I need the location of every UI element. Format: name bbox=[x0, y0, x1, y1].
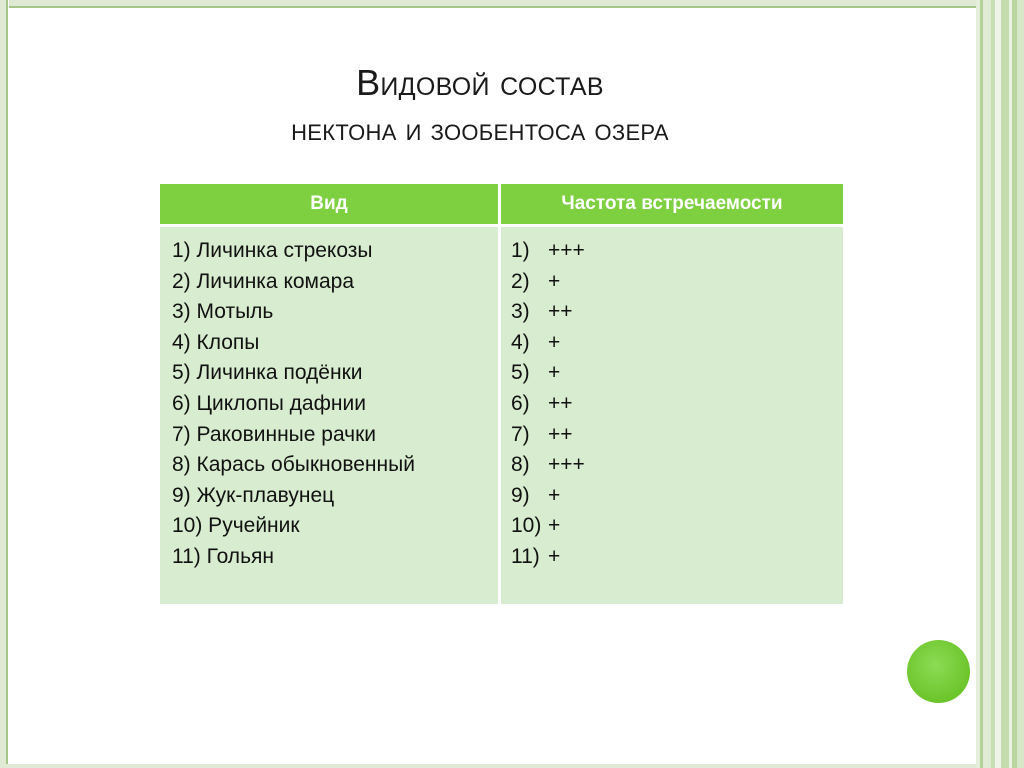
decorative-circle bbox=[907, 640, 970, 703]
list-item: 5) Личинка подёнки bbox=[172, 361, 363, 385]
slide-subtitle: нектона и зообентоса озера bbox=[291, 112, 669, 147]
list-item: 11) Гольян bbox=[172, 544, 274, 568]
frequency-value: + bbox=[548, 544, 561, 568]
list-item bbox=[511, 236, 843, 267]
item-number: 1) bbox=[511, 239, 530, 262]
frequency-value: + bbox=[548, 514, 561, 538]
frequency-value: + bbox=[548, 483, 561, 507]
frequency-value: ++ bbox=[548, 422, 573, 446]
stripe bbox=[1017, 0, 1024, 768]
frame-bottom-border bbox=[0, 764, 1024, 768]
list-item: 4) Клопы bbox=[172, 330, 260, 354]
list-item bbox=[511, 511, 843, 542]
list-item bbox=[511, 297, 843, 328]
frequency-value: +++ bbox=[548, 239, 585, 262]
frequency-value: + bbox=[548, 330, 561, 354]
frame-top-line bbox=[8, 6, 978, 8]
item-number: 8) bbox=[511, 453, 530, 477]
decorative-stripes bbox=[976, 0, 1024, 768]
list-item: 8) Карась обыкновенный bbox=[172, 453, 415, 477]
frequency-cell bbox=[501, 227, 843, 604]
list-item: 2) Личинка комара bbox=[172, 269, 355, 293]
species-cell bbox=[160, 227, 498, 604]
frequency-value: +++ bbox=[548, 453, 585, 477]
species-list bbox=[160, 227, 498, 573]
item-number: 10) bbox=[511, 514, 542, 538]
item-number: 5) bbox=[511, 361, 530, 385]
list-item bbox=[511, 542, 843, 573]
item-number: 7) bbox=[511, 422, 530, 446]
list-item: 7) Раковинные рачки bbox=[172, 422, 377, 446]
column-separator bbox=[498, 184, 501, 604]
list-item bbox=[511, 420, 843, 451]
list-item bbox=[511, 358, 843, 389]
slide-title: Видовой состав bbox=[356, 62, 604, 103]
frequency-value: + bbox=[548, 361, 561, 385]
item-number: 11) bbox=[511, 544, 540, 568]
list-item: 3) Мотыль bbox=[172, 300, 274, 324]
stripe bbox=[983, 0, 991, 768]
list-item: 9) Жук-плавунец bbox=[172, 483, 335, 507]
list-item: 6) Циклопы дафнии bbox=[172, 391, 366, 415]
item-number: 9) bbox=[511, 483, 530, 507]
species-table bbox=[160, 184, 843, 604]
frequency-list bbox=[501, 227, 843, 573]
list-item bbox=[511, 481, 843, 512]
list-item bbox=[511, 450, 843, 481]
frequency-value: ++ bbox=[548, 300, 573, 324]
frequency-value: ++ bbox=[548, 391, 573, 415]
list-item bbox=[511, 328, 843, 359]
header-species: Вид bbox=[160, 184, 498, 224]
item-number: 3) bbox=[511, 300, 530, 324]
list-item: 10) Ручейник bbox=[172, 514, 300, 538]
list-item bbox=[511, 389, 843, 420]
frequency-value: + bbox=[548, 269, 561, 293]
item-number: 6) bbox=[511, 391, 530, 415]
list-item: 1) Личинка стрекозы bbox=[172, 239, 373, 262]
item-number: 2) bbox=[511, 269, 530, 293]
item-number: 4) bbox=[511, 330, 530, 354]
list-item bbox=[511, 267, 843, 298]
header-frequency: Частота встречаемости bbox=[501, 184, 843, 224]
frame-left-border bbox=[0, 0, 9, 768]
stripe bbox=[1001, 0, 1009, 768]
